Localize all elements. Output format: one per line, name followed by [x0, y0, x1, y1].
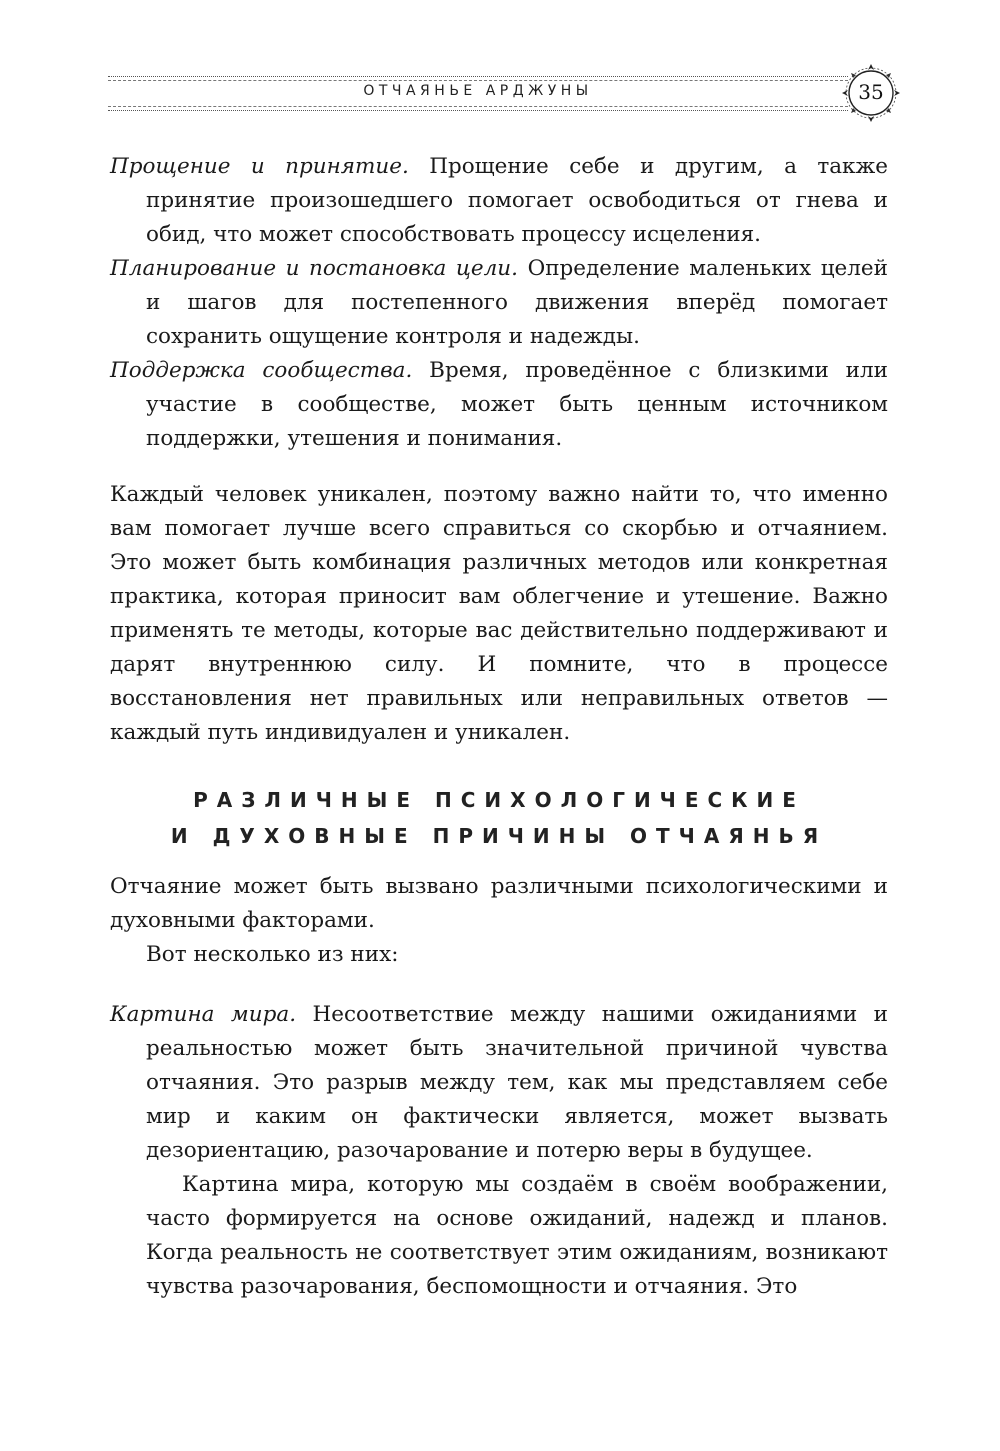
list-item-term: Поддержка сообщества. [110, 358, 413, 383]
list-item-text: Время, проведённое с близкими или участие в сообществе, может быть ценным источником поддержки, утешения и понимания. [146, 358, 888, 451]
section-intro-text: Отчаяние может быть вызвано различными психологическими и духовными факторами. [110, 874, 888, 933]
section-intro [110, 870, 888, 972]
section-heading-line-2: И ДУХОВНЫЕ ПРИЧИНЫ ОТЧАЯНЬЯ [170, 824, 828, 848]
list-top [110, 150, 888, 456]
page-number-ornament [840, 62, 902, 124]
header-rule-bottom-inner [108, 106, 848, 107]
list-item-continuation: Картина мира, которую мы создаём в своём воображении, часто формируется на основе ожиданий, надежд и планов. Когда реальность не соответствует этим ожиданиям, возникают чувства разочарования, беспомощности и отчаяния. Это [146, 1172, 888, 1299]
header-rule-top-inner [108, 80, 848, 81]
running-header [108, 70, 848, 116]
list-item [110, 150, 888, 252]
paragraph-text: Каждый человек уникален, поэтому важно найти то, что именно вам помогает лучше всего справиться со скорбью и отчаянием. Это может быть комбинация различных методов или конкретная практика, которая приносит вам облегчение и утешение. Важно применять те методы, которые вас действительно поддерживают и дарят внутреннюю силу. И помните, что в процессе восстановления нет правильных или неправильных ответов — каждый путь индивидуален и уникален. [110, 482, 888, 745]
list-item [110, 998, 888, 1168]
section-intro-followup: Вот несколько из них: [146, 942, 399, 967]
list-item-term: Прощение и принятие. [110, 154, 409, 179]
list-bottom [110, 998, 888, 1304]
header-rule-bottom [108, 110, 848, 111]
header-rule-top [108, 76, 848, 77]
list-item [110, 354, 888, 456]
running-header-title: ОТЧАЯНЬЕ АРДЖУНЫ [363, 83, 593, 99]
list-item-term: Картина мира. [110, 1002, 297, 1027]
paragraph-advice [110, 478, 888, 750]
page-number: 35 [858, 80, 884, 104]
section-heading-line-1: РАЗЛИЧНЫЕ ПСИХОЛОГИЧЕСКИЕ [193, 788, 805, 812]
list-item-text: Несоответствие между нашими ожиданиями и реальностью может быть значительной причиной чувства отчаяния. Это разрыв между тем, как мы представляем себе мир и каким он фактически является, может вызвать дезориентацию, разочарование и потерю веры в будущее. [146, 1002, 888, 1163]
section-heading [110, 782, 888, 854]
list-item-text: Прощение себе и другим, а также принятие произошедшего помогает освободиться от гнева и обид, что может способствовать процессу исцеления. [146, 154, 888, 247]
list-item-text: Определение маленьких целей и шагов для постепенного движения вперёд помогает сохранить ощущение контроля и надежды. [146, 256, 888, 349]
list-item [110, 252, 888, 354]
list-item-term: Планирование и постановка цели. [110, 256, 518, 281]
